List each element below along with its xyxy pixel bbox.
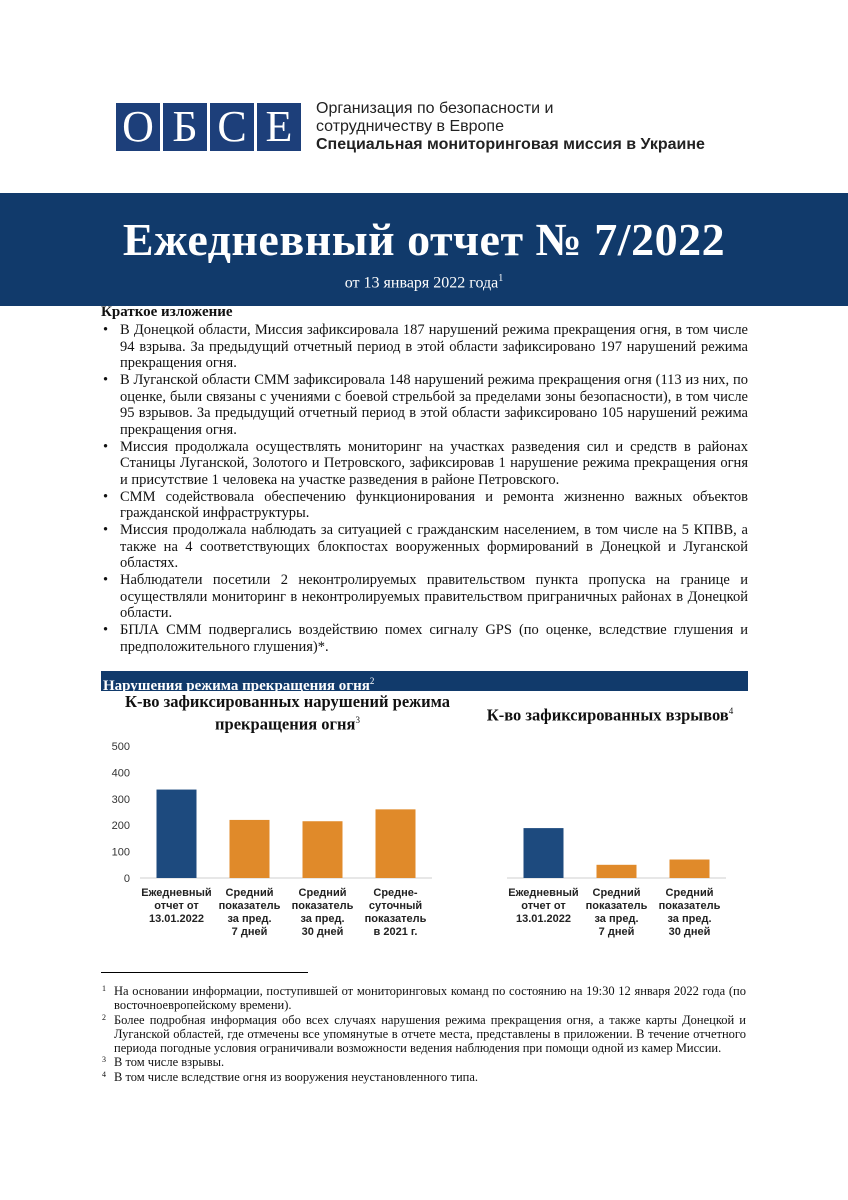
logo-letter: Б xyxy=(163,103,207,151)
category-label: показатель xyxy=(291,900,354,912)
category-label: отчет от xyxy=(521,900,566,912)
category-label: 13.01.2022 xyxy=(148,913,205,925)
summary-bullet: • БПЛА СММ подвергались воздействию помех сигналу GPS (по оценке, вследствие глушения и предположительного глушения)*. xyxy=(100,622,748,655)
logo-letter: С xyxy=(210,103,254,151)
category-label: за пред. xyxy=(594,913,639,925)
y-tick-label: 200 xyxy=(111,820,130,833)
logo-letter: Е xyxy=(257,103,301,151)
section-title: Нарушения режима прекращения огня xyxy=(103,678,370,694)
chart-1-title xyxy=(110,692,465,734)
category-label: показатель xyxy=(585,900,648,912)
category-label: за пред. xyxy=(227,913,272,925)
category-label: Средний xyxy=(225,887,274,899)
footnote xyxy=(101,1070,746,1084)
bar xyxy=(524,828,564,878)
footnote xyxy=(101,1055,746,1069)
charts xyxy=(0,730,848,950)
y-tick-label: 500 xyxy=(111,741,130,753)
footnote-ref: 3 xyxy=(355,715,360,725)
summary-bullet: • Миссия продолжала наблюдать за ситуацией с гражданским населением, в том числе на 5 КПВВ, а также на 4 соответствующих блокпостах вооруженных формирований в Донецкой и Луганской областях. xyxy=(100,522,748,572)
footnote-text: На основании информации, поступившей от мониторинговых команд по состоянию на 19:30 12 января 2022 года (по восточноевропейскому времени). xyxy=(114,984,746,1013)
report-date-text: от 13 января 2022 года xyxy=(344,274,499,292)
chart-1-title-line2-text: прекращения огня xyxy=(215,714,356,734)
footnote xyxy=(101,984,746,1013)
chart-2-title xyxy=(470,702,750,725)
org-line-2: сотрудничеству в Европе xyxy=(316,118,504,135)
category-label: Ежедневный xyxy=(508,887,579,899)
footnote-number: 1 xyxy=(102,984,106,993)
footnote-text: В том числе вследствие огня из вооружения неустановленного типа. xyxy=(114,1069,479,1084)
mission-name: Специальная мониторинговая миссия в Украине xyxy=(316,136,705,153)
category-label: отчет от xyxy=(154,900,199,912)
category-label: показатель xyxy=(218,900,281,912)
category-label: Средний xyxy=(665,887,714,899)
category-label: за пред. xyxy=(667,913,712,925)
category-label: показатель xyxy=(658,900,721,912)
footnote-number: 4 xyxy=(102,1069,106,1079)
category-label: 7 дней xyxy=(231,926,268,938)
y-tick-label: 400 xyxy=(111,767,130,780)
footnote-ref: 2 xyxy=(369,676,375,686)
section-heading xyxy=(101,671,748,694)
chart-2-title-text: К-во зафиксированных взрывов xyxy=(486,705,729,725)
summary-bullet: • Миссия продолжала осуществлять мониторинг на участках разведения сил и средств в районах Станицы Луганской, Золотого и Петровского, зафиксировав 1 нарушение режима прекращения огня и присутствие 1 человека на участке разведения в районе Петровского. xyxy=(100,439,748,489)
y-tick-label: 100 xyxy=(111,846,130,859)
report-title: Ежедневный отчет № 7/2022 xyxy=(122,214,726,265)
category-label: Средний xyxy=(592,887,641,899)
footnote-ref: 1 xyxy=(498,273,504,284)
chart-1-title-line1: К-во зафиксированных нарушений режима xyxy=(124,692,451,711)
summary-list xyxy=(100,322,748,656)
category-label: в 2021 г. xyxy=(373,926,418,938)
bar xyxy=(303,821,343,878)
footnote-text: Более подробная информация обо всех случаях нарушения режима прекращения огня, а также карты Донецкой и Луганской областей, где отмечены все упомянутые в отчете места, представлены в приложении. В течение отчетного периода погодные условия ограничивали возможности ведения наблюдения при помощи одной из камер Миссии. xyxy=(114,1012,746,1056)
osce-logo xyxy=(116,103,301,151)
category-label: за пред. xyxy=(300,913,345,925)
footnotes xyxy=(101,984,746,1084)
org-line-1: Организация по безопасности и xyxy=(316,100,554,117)
report-date xyxy=(0,273,848,292)
category-label: 13.01.2022 xyxy=(515,913,572,925)
summary-bullet: • В Луганской области СММ зафиксировала 148 нарушений режима прекращения огня (113 из них, по оценке, были связаны с учениями с боевой стрельбой за пределами зоны безопасности), в том числе 95 взрывов. За предыдущий отчетный период в этой области зафиксировано 105 нарушений режима прекращения огня. xyxy=(100,372,748,438)
bar xyxy=(376,809,416,878)
bar xyxy=(230,820,270,878)
category-label: показатель xyxy=(364,913,427,925)
summary-heading: Краткое изложение xyxy=(101,304,233,320)
summary-bullet: • СММ содействовала обеспечению функционирования и ремонта жизненно важных объектов гражданской инфраструктуры. xyxy=(100,489,748,522)
bar xyxy=(670,860,710,878)
bar xyxy=(157,790,197,878)
category-label: Ежедневный xyxy=(141,887,212,899)
organization-name xyxy=(316,100,705,154)
footnote-number: 2 xyxy=(102,1012,106,1022)
category-label: Средне- xyxy=(373,887,418,899)
category-label: Средний xyxy=(298,887,347,899)
footnote xyxy=(101,1013,746,1056)
footnote-ref: 4 xyxy=(728,706,734,716)
category-label: 30 дней xyxy=(301,926,344,938)
y-tick-label: 300 xyxy=(111,793,130,806)
title-band xyxy=(0,193,848,306)
bar xyxy=(597,865,637,878)
category-label: 7 дней xyxy=(598,926,635,938)
summary-bullet: • В Донецкой области, Миссия зафиксировала 187 нарушений режима прекращения огня, в том числе 94 взрыва. За предыдущий отчетный период в этой области зафиксировано 197 нарушений режима прекращения огня. xyxy=(100,322,748,372)
category-label: суточный xyxy=(368,900,423,912)
footnote-text: В том числе взрывы. xyxy=(114,1055,225,1070)
summary-bullet: • Наблюдатели посетили 2 неконтролируемых правительством пункта пропуска на границе и осуществляли мониторинг в неконтролируемых правительством приграничных районах в Донецкой области. xyxy=(100,572,748,622)
logo-letter: О xyxy=(116,103,160,151)
footnote-divider xyxy=(101,972,308,973)
footnote-number: 3 xyxy=(102,1055,106,1065)
category-label: 30 дней xyxy=(668,926,711,938)
y-tick-label: 0 xyxy=(123,873,130,885)
